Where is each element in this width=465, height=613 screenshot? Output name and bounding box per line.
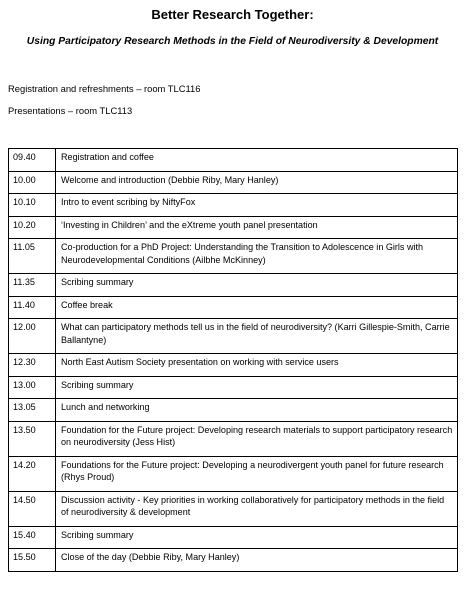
schedule-time: 10.10 <box>9 194 56 217</box>
table-row <box>9 526 458 549</box>
schedule-time: 15.50 <box>9 549 56 572</box>
schedule-item: Foundation for the Future project: Developing research materials to support participatory research on neurodiversity (Jess Hist) <box>56 421 458 456</box>
schedule-item: Foundations for the Future project: Developing a neurodivergent youth panel for future research (Rhys Proud) <box>56 456 458 491</box>
schedule-item: North East Autism Society presentation on working with service users <box>56 354 458 377</box>
schedule-time: 09.40 <box>9 149 56 172</box>
schedule-time: 14.50 <box>9 491 56 526</box>
schedule-item: Lunch and networking <box>56 399 458 422</box>
table-row <box>9 399 458 422</box>
schedule-time: 14.20 <box>9 456 56 491</box>
table-row <box>9 171 458 194</box>
schedule-time: 11.40 <box>9 296 56 319</box>
document-subtitle: Using Participatory Research Methods in the Field of Neurodiversity & Development <box>26 36 439 47</box>
schedule-item: What can participatory methods tell us in the field of neurodiversity? (Karri Gillespie-Smith, Carrie Ballantyne) <box>56 319 458 354</box>
schedule-time: 10.00 <box>9 171 56 194</box>
schedule-item: Welcome and introduction (Debbie Riby, Mary Hanley) <box>56 171 458 194</box>
schedule-time: 13.05 <box>9 399 56 422</box>
presentations-room-note: Presentations – room TLC113 <box>8 105 133 116</box>
schedule-time: 13.50 <box>9 421 56 456</box>
schedule-time: 10.20 <box>9 216 56 239</box>
table-row <box>9 549 458 572</box>
table-row <box>9 421 458 456</box>
table-row <box>9 296 458 319</box>
schedule-table <box>8 148 458 572</box>
table-row <box>9 216 458 239</box>
schedule-time: 15.40 <box>9 526 56 549</box>
schedule-time: 13.00 <box>9 376 56 399</box>
table-row <box>9 274 458 297</box>
schedule-item: Scribing summary <box>56 274 458 297</box>
table-row <box>9 491 458 526</box>
table-row <box>9 354 458 377</box>
table-row <box>9 319 458 354</box>
table-row <box>9 149 458 172</box>
schedule-item: Discussion activity - Key priorities in working collaboratively for participatory methods in the field of neurodiversity & development <box>56 491 458 526</box>
schedule-item: Co-production for a PhD Project: Understanding the Transition to Adolescence in Girls with Neurodevelopmental Conditions (Ailbhe McKinney) <box>56 239 458 274</box>
schedule-item: Coffee break <box>56 296 458 319</box>
schedule-time: 11.35 <box>9 274 56 297</box>
registration-room-note: Registration and refreshments – room TLC116 <box>8 83 201 94</box>
schedule-time: 12.00 <box>9 319 56 354</box>
schedule-time: 11.05 <box>9 239 56 274</box>
schedule-item: ‘Investing in Children’ and the eXtreme youth panel presentation <box>56 216 458 239</box>
schedule-item: Registration and coffee <box>56 149 458 172</box>
table-row <box>9 194 458 217</box>
schedule-item: Close of the day (Debbie Riby, Mary Hanley) <box>56 549 458 572</box>
schedule-item: Scribing summary <box>56 376 458 399</box>
table-row <box>9 239 458 274</box>
document-title: Better Research Together: <box>151 7 314 22</box>
schedule-time: 12.30 <box>9 354 56 377</box>
table-row <box>9 456 458 491</box>
schedule-item: Scribing summary <box>56 526 458 549</box>
schedule-item: Intro to event scribing by NiftyFox <box>56 194 458 217</box>
table-row <box>9 376 458 399</box>
